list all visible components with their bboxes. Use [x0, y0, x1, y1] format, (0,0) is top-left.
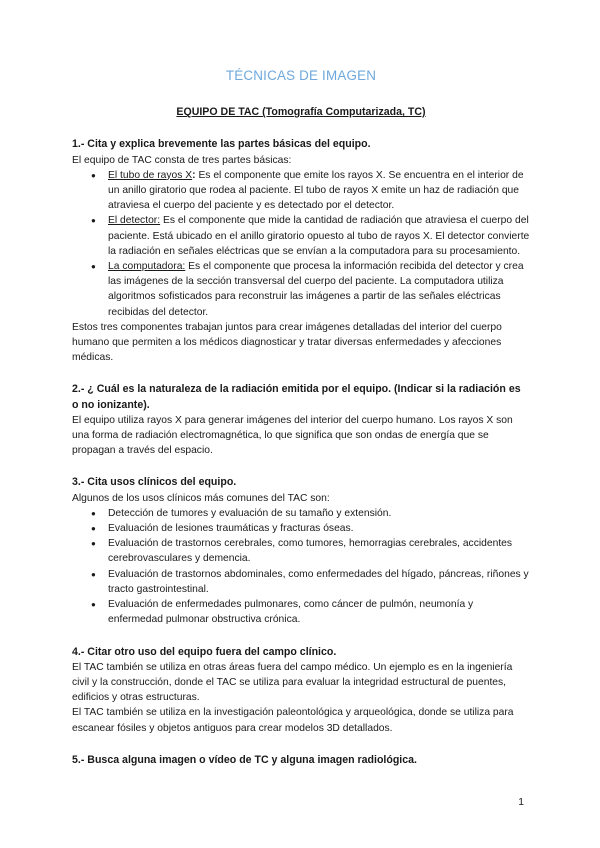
document-title: TÉCNICAS DE IMAGEN	[225, 68, 377, 83]
parts-list	[72, 168, 530, 320]
list-item	[108, 259, 530, 320]
question-4: 4.- Citar otro uso del equipo fuera del campo clínico.	[72, 645, 337, 658]
question-5: 5.- Busca alguna imagen o vídeo de TC y alguna imagen radiológica.	[72, 753, 417, 766]
section-3	[72, 475, 530, 627]
term-description: Es el componente que procesa la información recibida del detector y crea las imágenes de la sección transversal del cuerpo del paciente. La computadora utiliza algoritmos sofisticados para reconstruir las imágenes a partir de las señales eléctricas recibidas del detector.	[108, 261, 524, 318]
list-item: ● Evaluación de trastornos cerebrales, como tumores, hemorragias cerebrales, accidentes cerebrovasculares y demencia.	[108, 536, 530, 566]
term-label: El tubo de rayos X	[108, 169, 193, 181]
clinical-uses-list	[72, 506, 530, 628]
document-body	[72, 68, 530, 785]
list-item	[108, 168, 530, 214]
list-item: ● Detección de tumores y evaluación de su tamaño y extensión.	[108, 506, 530, 521]
list-item	[108, 213, 530, 259]
section-4-paragraph-1: El TAC también se utiliza en otras áreas fuera del campo médico. Un ejemplo es en la ingeniería civil y la construcción, donde el TAC se utiliza para evaluar la integridad estructural de puentes, edificios y otras estructuras.	[72, 661, 513, 704]
term-label: El detector:	[108, 215, 161, 227]
list-item: ● Evaluación de trastornos abdominales, como enfermedades del hígado, páncreas, riñones y tracto gastrointestinal.	[108, 567, 530, 597]
term-description: Es el componente que mide la cantidad de radiación que atraviesa el cuerpo del paciente. Está ubicado en el anillo giratorio opuesto al tubo de rayos X. El detector convierte la radiación en señales eléctricas que se envían a la computadora para su procesamiento.	[108, 215, 530, 257]
term-separator: :	[192, 169, 196, 181]
page-number: 1	[518, 797, 524, 808]
section-4-paragraph-2: El TAC también se utiliza en la investigación paleontológica y arqueológica, donde se utiliza para escanear fósiles y objetos antiguos para crear modelos 3D detallados.	[72, 707, 514, 734]
section-2-answer: El equipo utiliza rayos X para generar imágenes del interior del cuerpo humano. Los rayos X son una forma de radiación electromagnética, lo que significa que son ondas de energía que se propagan a través del espacio.	[72, 414, 513, 457]
section-3-intro: Algunos de los usos clínicos más comunes del TAC son:	[72, 492, 330, 504]
document-subtitle: EQUIPO DE TAC (Tomografía Computarizada, TC)	[176, 106, 426, 119]
section-1	[72, 137, 530, 365]
question-2: 2.- ¿ Cuál es la naturaleza de la radiación emitida por el equipo. (Indicar si la radiación es o no ionizante).	[72, 383, 521, 411]
list-item: ● Evaluación de enfermedades pulmonares, como cáncer de pulmón, neumonía y enfermedad pulmonar obstructiva crónica.	[108, 597, 530, 627]
section-2	[72, 382, 530, 458]
section-1-closing: Estos tres componentes trabajan juntos para crear imágenes detalladas del interior del cuerpo humano que permiten a los médicos diagnosticar y tratar diversas enfermedades y afecciones médicas.	[72, 321, 502, 364]
term-description: Es el componente que emite los rayos X. Se encuentra en el interior de un anillo giratorio que rodea al paciente. El tubo de rayos X emite un haz de radiación que atraviesa el cuerpo del paciente y es detectado por el detector.	[108, 169, 524, 212]
list-item: ● Evaluación de lesiones traumáticas y fracturas óseas.	[108, 521, 530, 536]
section-5	[72, 753, 530, 768]
term-label: La computadora:	[108, 261, 186, 273]
section-1-intro: El equipo de TAC consta de tres partes básicas:	[72, 154, 292, 166]
question-1: 1.- Cita y explica brevemente las partes básicas del equipo.	[72, 138, 371, 151]
section-4	[72, 645, 530, 736]
question-3: 3.- Cita usos clínicos del equipo.	[72, 476, 237, 489]
